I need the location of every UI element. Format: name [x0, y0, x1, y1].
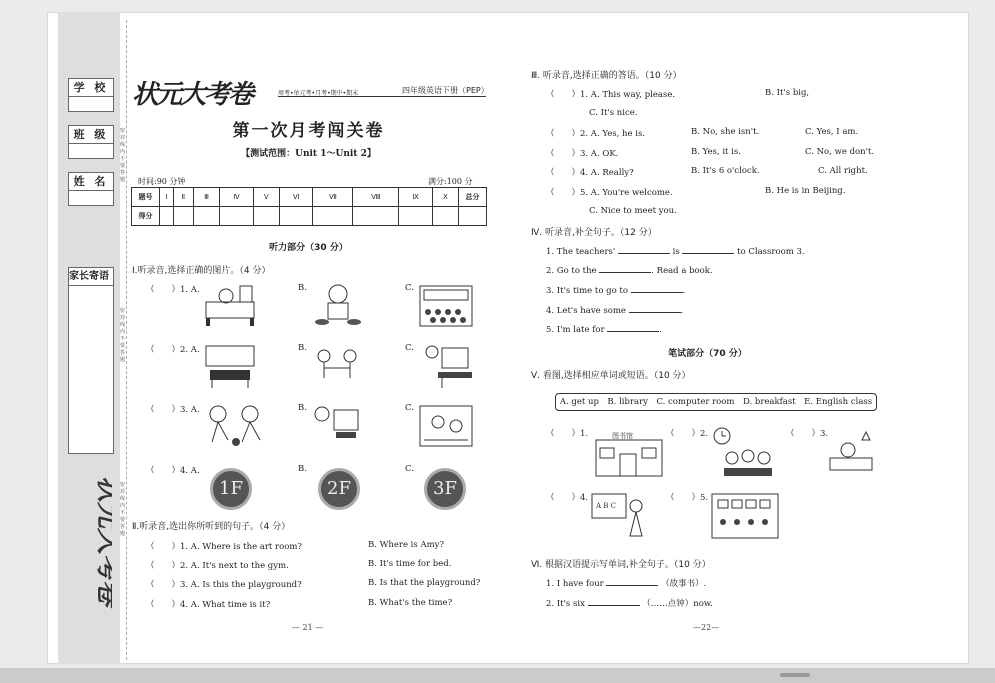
- test-range: 【测试范围：Unit 1～Unit 2】: [241, 149, 376, 159]
- sleeping-bed-illustration[interactable]: [202, 282, 258, 328]
- q3-label: （ ）3. A.: [146, 405, 200, 415]
- floor-1f-icon[interactable]: 1F: [210, 468, 252, 510]
- s4-l1-a: 1. The teachers': [546, 247, 616, 257]
- vertical-logo-text: 状元大考卷: [93, 476, 112, 607]
- s3-q2-c: C. Yes, I am.: [805, 127, 859, 137]
- s3-q5-c: C. Nice to meet you.: [589, 206, 677, 216]
- section-6-title: Ⅵ. 根据汉语提示写单词,补全句子。（10 分）: [531, 560, 711, 570]
- blank[interactable]: [606, 577, 658, 586]
- s3-q1-b: B. It's big,: [765, 88, 810, 98]
- word-choice-box: A. get up B. library C. computer room D. breakfast E. English class: [555, 393, 877, 411]
- s3-q3-a: （ ）3. A. OK.: [546, 149, 619, 159]
- s5-q1: （ ）1.: [546, 429, 589, 439]
- brand-logo-text: 状元大考卷: [132, 80, 253, 110]
- music-room-illustration[interactable]: [202, 342, 258, 388]
- computer-room-class-illustration[interactable]: [710, 490, 780, 540]
- s3-q4-b: B. It's 6 o'clock.: [691, 166, 760, 176]
- col-2: Ⅱ: [173, 188, 193, 207]
- grade-label: 四年级英语下册（PEP）: [402, 86, 489, 95]
- q2-c-label: C.: [405, 343, 414, 353]
- s4-l2: [546, 264, 713, 276]
- section-2-title: Ⅱ.听录音,选出你所听到的句子。（4 分）: [132, 522, 291, 532]
- section-1-title: Ⅰ.听录音,选择正确的图片。（4 分）: [132, 266, 271, 276]
- score-cell[interactable]: [220, 207, 254, 226]
- s2-q3-b: B. Is that the playground?: [368, 578, 481, 588]
- blank[interactable]: [588, 597, 640, 606]
- boy-eating-illustration[interactable]: [310, 282, 366, 328]
- score-header-row: [132, 188, 487, 207]
- family-breakfast-illustration[interactable]: [712, 426, 777, 480]
- s4-l4-a: 4. Let's have some: [546, 306, 626, 316]
- exam-types: 周考•单元考•月考•期中•期末: [278, 90, 359, 97]
- s6-l1-a: 1. I have four: [546, 579, 604, 589]
- girl-getting-up-illustration[interactable]: [826, 426, 876, 476]
- q2-label: （ ）2. A.: [146, 345, 200, 355]
- classroom-students-illustration[interactable]: [418, 282, 474, 328]
- score-cell[interactable]: [432, 207, 458, 226]
- score-cell[interactable]: [160, 207, 174, 226]
- s3-q5-a: （ ）5. A. You're welcome.: [546, 188, 673, 198]
- s4-l4-dot: .: [680, 306, 684, 316]
- col-total: 总分: [459, 188, 487, 207]
- s6-l2: [546, 597, 713, 609]
- s3-q2-a: （ ）2. A. Yes, he is.: [546, 129, 646, 139]
- q4-c-label: C.: [405, 464, 414, 474]
- col-1: Ⅰ: [160, 188, 174, 207]
- library-sign: 图书馆: [612, 432, 633, 440]
- name-box[interactable]: [68, 172, 114, 206]
- brand-logo: [132, 74, 252, 111]
- parent-label: 家长寄语: [69, 268, 113, 286]
- s3-q3-c: C. No, we don't.: [805, 147, 875, 157]
- s4-l3-a: 3. It's time to go to: [546, 286, 628, 296]
- section-4-title: Ⅳ. 听录音,补全句子。（12 分）: [531, 228, 657, 238]
- q3-c-label: C.: [405, 403, 414, 413]
- s4-l2-b: . Read a book.: [651, 266, 713, 276]
- score-cell[interactable]: [193, 207, 219, 226]
- blank[interactable]: [629, 304, 681, 313]
- q2-b-label: B.: [298, 343, 307, 353]
- parent-message-box[interactable]: [68, 267, 114, 454]
- s4-l3: [546, 284, 685, 296]
- s2-q4: （ ）4. A. What time is it?: [146, 600, 271, 610]
- score-cell[interactable]: [353, 207, 399, 226]
- blank[interactable]: [618, 245, 670, 254]
- scrollbar-thumb[interactable]: [780, 673, 810, 677]
- s4-l4: [546, 304, 683, 316]
- s3-q4-a: （ ）4. A. Really?: [546, 168, 634, 178]
- english-class-illustration[interactable]: [590, 490, 650, 540]
- school-box[interactable]: [68, 78, 114, 112]
- library-building-illustration[interactable]: [592, 428, 667, 478]
- s2-q1: （ ）1. A. Where is the art room?: [146, 542, 302, 552]
- computer-room-illustration[interactable]: [418, 342, 474, 388]
- s2-q4-b: B. What's the time?: [368, 598, 453, 608]
- s5-q4: （ ）4.: [546, 493, 589, 503]
- section-5-title: Ⅴ. 看图,选择相应单词或短语。（10 分）: [531, 371, 691, 381]
- blank[interactable]: [682, 245, 734, 254]
- horizontal-scrollbar[interactable]: [0, 668, 995, 683]
- score-cell[interactable]: [313, 207, 353, 226]
- q4-label: （ ）4. A.: [146, 466, 200, 476]
- s4-l1-b: is: [672, 247, 680, 257]
- gym-illustration[interactable]: [418, 402, 474, 448]
- col-8: Ⅷ: [353, 188, 399, 207]
- score-cell[interactable]: [459, 207, 487, 226]
- row1-label: 题号: [132, 188, 160, 207]
- q4-b-label: B.: [298, 464, 307, 474]
- col-10: Ⅹ: [432, 188, 458, 207]
- s3-q1-a: （ ）1. A. This way, please.: [546, 90, 676, 100]
- col-6: Ⅵ: [279, 188, 313, 207]
- q1-b-label: B.: [298, 283, 307, 293]
- blank[interactable]: [631, 284, 683, 293]
- s5-q3: （ ）3.: [786, 429, 829, 439]
- section-3-title: Ⅲ. 听录音,选择正确的答语。（10 分）: [531, 71, 682, 81]
- time-limit: 时间:90 分钟: [138, 177, 186, 186]
- s3-q2-b: B. No, she isn't.: [691, 127, 760, 137]
- s3-q1-c: C. It's nice.: [589, 108, 638, 118]
- class-label: 班 级: [69, 126, 113, 144]
- seal-text-1: 密封线内不要答题: [120, 128, 126, 183]
- score-cell[interactable]: [173, 207, 193, 226]
- board-text: A B C: [596, 502, 617, 510]
- s5-q2: （ ）2.: [666, 429, 709, 439]
- s2-q3: （ ）3. A. Is this the playground?: [146, 580, 302, 590]
- header-rule: [278, 96, 486, 97]
- q1-c-label: C.: [405, 283, 414, 293]
- page-number-right: —22—: [693, 623, 720, 632]
- col-9: Ⅸ: [399, 188, 432, 207]
- score-table: [131, 187, 487, 226]
- q1-label: （ ）1. A.: [146, 285, 200, 295]
- col-4: Ⅳ: [220, 188, 254, 207]
- listening-heading: 听力部分（30 分）: [269, 243, 348, 253]
- blank[interactable]: [599, 264, 651, 273]
- page-title: 第一次月考闯关卷: [232, 121, 385, 141]
- writing-heading: 笔试部分（70 分）: [668, 349, 747, 359]
- boy-with-computer-illustration[interactable]: [310, 402, 366, 448]
- vertical-logo-icon: [72, 470, 112, 620]
- s6-l1: [546, 577, 706, 589]
- s6-l2-b: （……点钟）now.: [642, 599, 713, 609]
- s6-l1-b: （故事书）.: [661, 579, 707, 589]
- page-number-left: — 21 —: [292, 623, 324, 632]
- cut-line: [126, 20, 127, 660]
- score-cell[interactable]: [399, 207, 432, 226]
- kids-playing-illustration[interactable]: [310, 342, 366, 388]
- score-value-row: [132, 207, 487, 226]
- name-label: 姓 名: [69, 173, 113, 191]
- score-cell[interactable]: [253, 207, 279, 226]
- school-label: 学 校: [69, 79, 113, 97]
- s3-q4-c: C. All right.: [818, 166, 868, 176]
- blank[interactable]: [607, 323, 659, 332]
- q3-b-label: B.: [298, 403, 307, 413]
- score-cell[interactable]: [279, 207, 313, 226]
- seal-text-3: 密封线内不要答题: [120, 482, 126, 537]
- row2-label: 得分: [132, 207, 160, 226]
- s4-l5-a: 5. I'm late for: [546, 325, 605, 335]
- class-box[interactable]: [68, 125, 114, 159]
- s4-l2-a: 2. Go to the: [546, 266, 597, 276]
- s4-l5: [546, 323, 662, 335]
- vertical-logo: [72, 470, 112, 620]
- col-3: Ⅲ: [193, 188, 219, 207]
- floor-3f-icon[interactable]: 3F: [424, 468, 466, 510]
- s2-q2: （ ）2. A. It's next to the gym.: [146, 561, 289, 571]
- s4-l1: [546, 245, 805, 257]
- s3-q5-b: B. He is in Beijing.: [765, 186, 846, 196]
- s2-q2-b: B. It's time for bed.: [368, 559, 452, 569]
- s4-l3-dot: .: [682, 286, 686, 296]
- s4-l1-c: to Classroom 3.: [737, 247, 805, 257]
- seal-text-2: 密封线内不要答题: [120, 308, 126, 363]
- col-7: Ⅶ: [313, 188, 353, 207]
- s6-l2-a: 2. It's six: [546, 599, 585, 609]
- s5-q5: （ ）5.: [666, 493, 709, 503]
- col-5: Ⅴ: [253, 188, 279, 207]
- s4-l5-dot: .: [659, 325, 662, 335]
- full-score: 满分:100 分: [428, 177, 473, 186]
- s2-q1-b: B. Where is Amy?: [368, 540, 445, 550]
- floor-2f-icon[interactable]: 2F: [318, 468, 360, 510]
- children-running-illustration[interactable]: [202, 402, 272, 448]
- s3-q3-b: B. Yes, it is.: [691, 147, 741, 157]
